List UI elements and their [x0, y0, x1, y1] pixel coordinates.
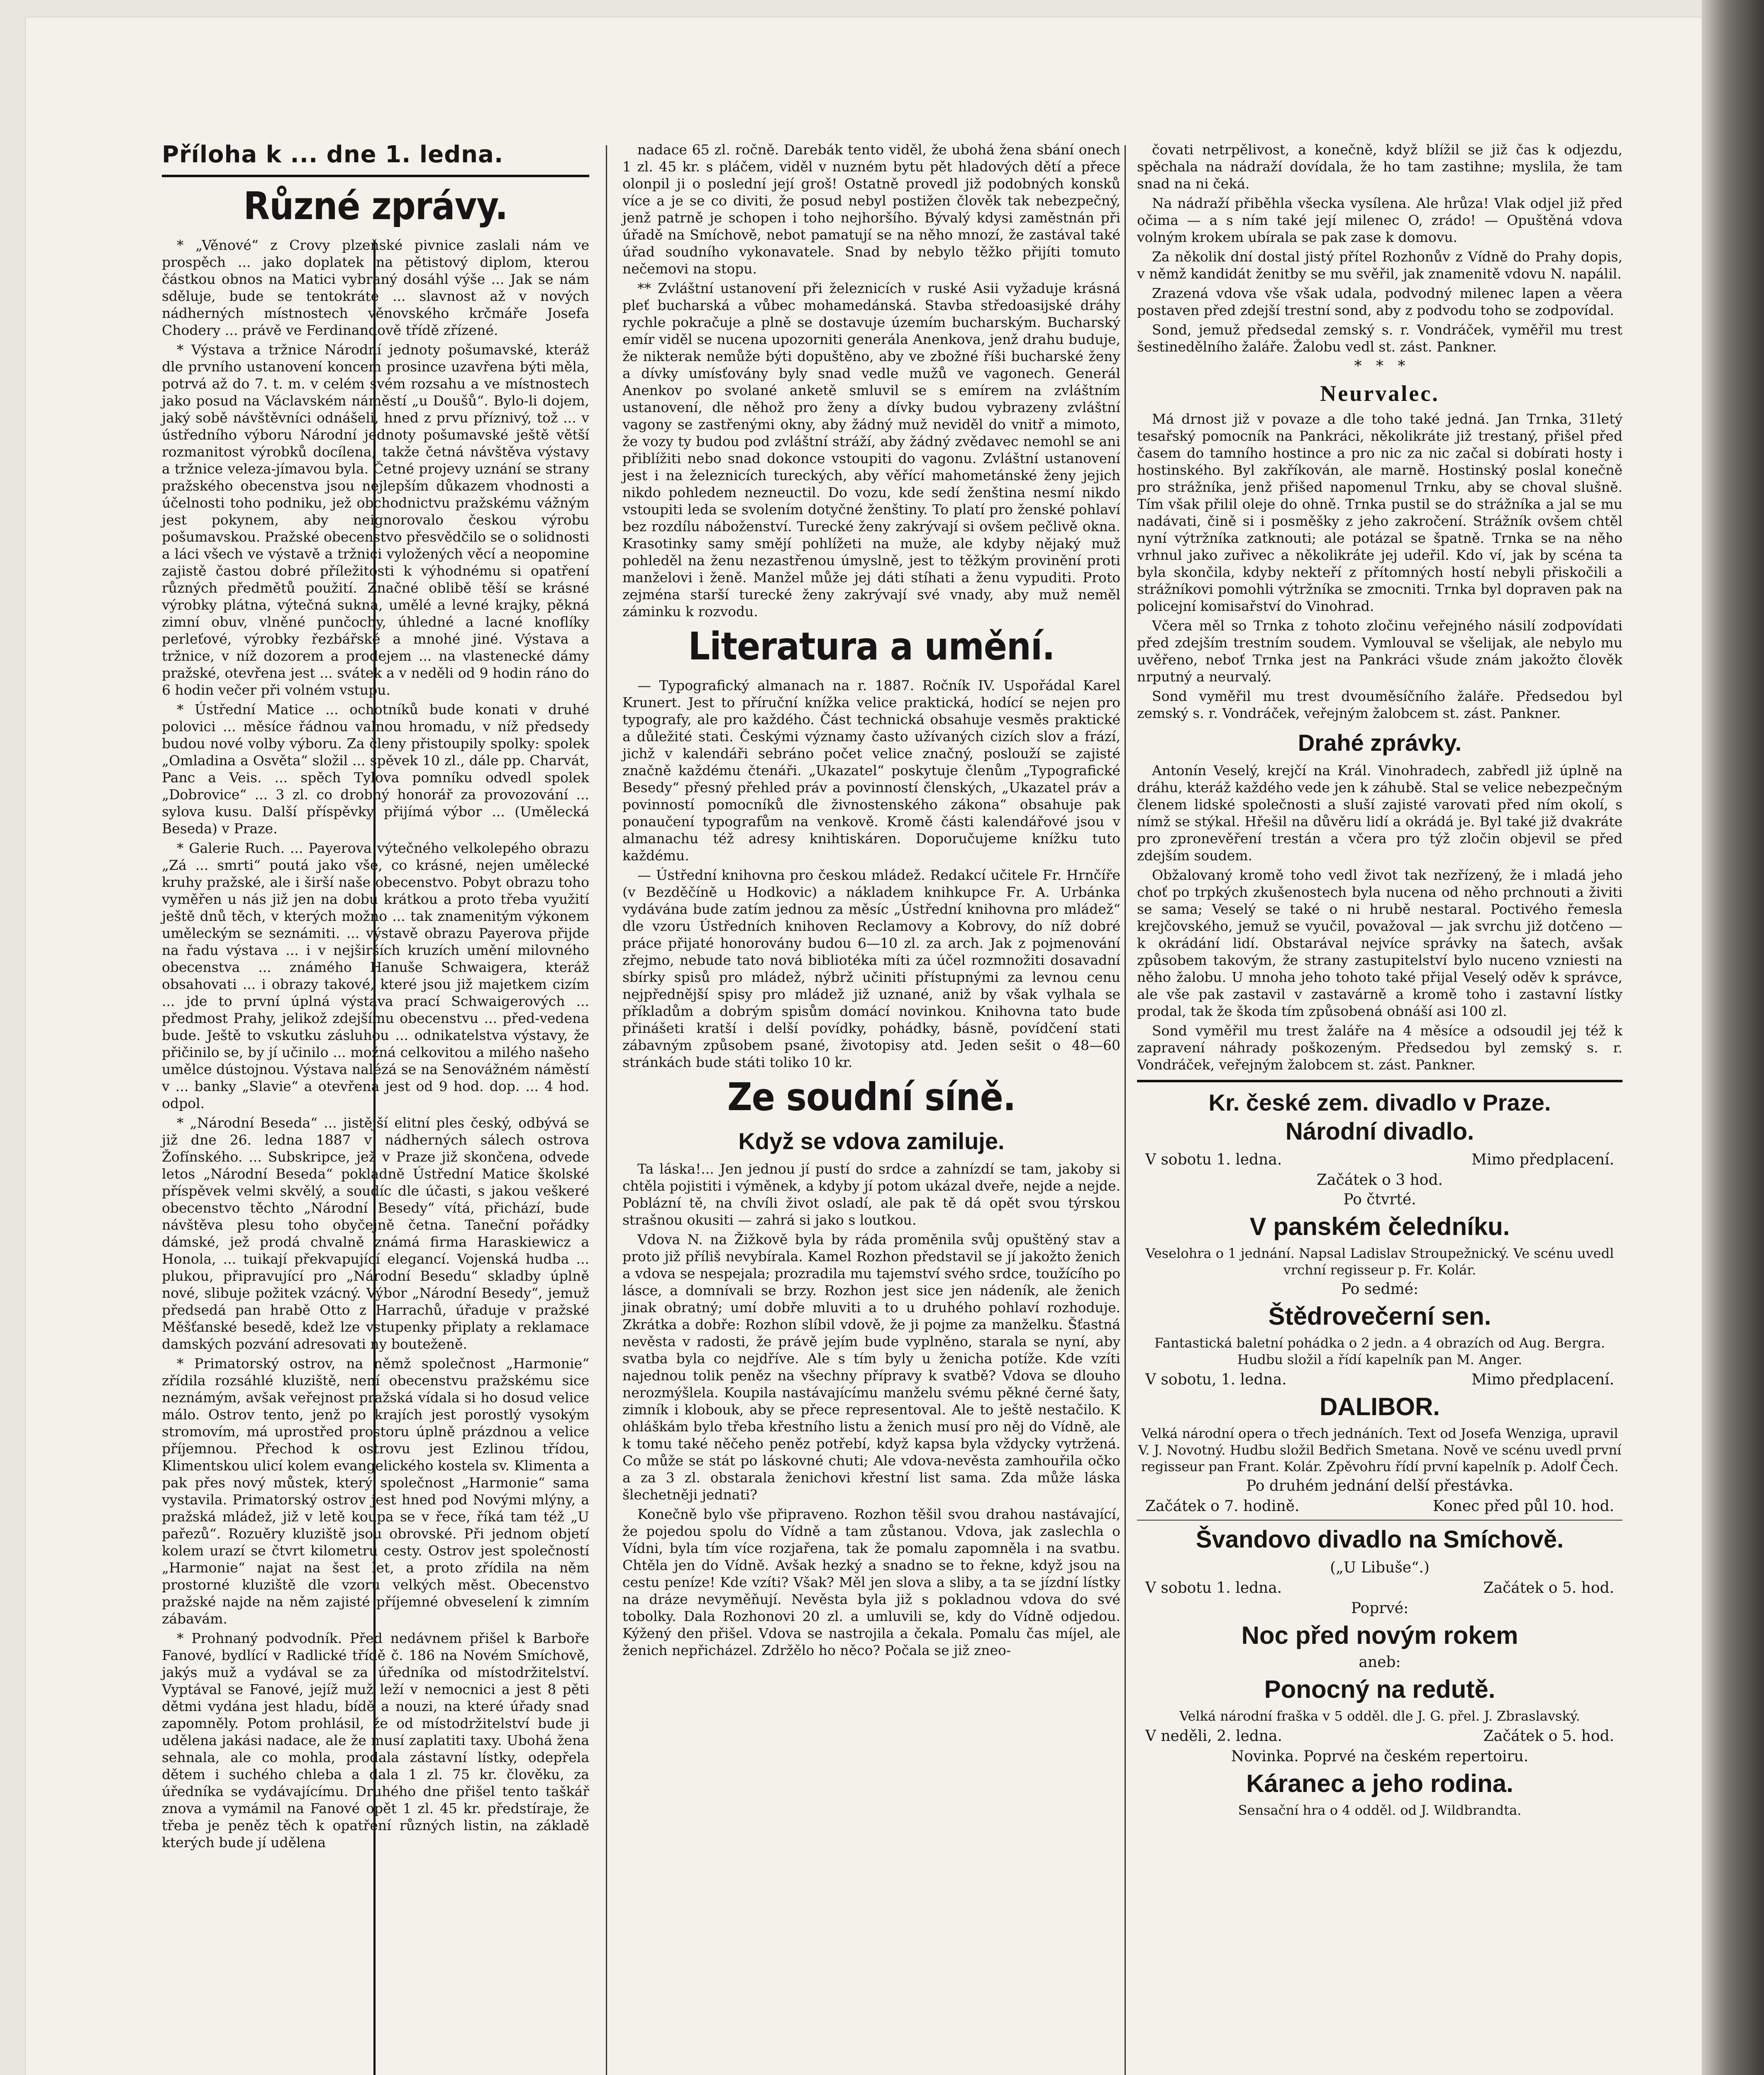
- play-title: Štědrovečerní sen.: [1268, 1302, 1491, 1330]
- article-paragraph: Ta láska!... Jen jednou jí pustí do srdce a zahnízdí se tam, jakoby si chtěla pojistiti i výměnek, a kdyby jí potom ukázal dveře, nejde a nejde. Poblázní tě, na chvíli život osladí, ale pak tě dá opět svou týrskou strašnou okusiti — zahrá si jako s loutkou.: [622, 1161, 1120, 1228]
- column-2: [622, 141, 1120, 1661]
- article-paragraph: Sond vyměřil mu trest žaláře na 4 měsíce a odsoudil jej též k zapravení náhrady poškozeným. Předsedou byl zemský s. r. Vondráček, veřejným žalobcem st. zást. Pankner.: [1137, 1023, 1622, 1073]
- section-title: Ze soudní síně.: [727, 1075, 1016, 1119]
- article-paragraph: * „Věnové“ z Crovy plzeňské pivnice zaslali nám ve prospěch ... jako doplatek na pětistový diplom, kterou částkou obnos na Matici vybraný dosáhl výše ... Jak se nám sděluje, bude se tentokráte ... slavnost až v nových nádherných místnostech věnovského krčmáře Josefa Chodery ... právě ve Ferdinandově třídě zřízené.: [162, 237, 589, 338]
- article-paragraph: — Typografický almanach na r. 1887. Ročník IV. Uspořádal Karel Krunert. Jest to příruční knížka velice praktická, hodící se nejen pro typografy, ale pro každého. Část technická obsahuje vesměs praktické a důležité stati. Českými významy často užívaných cizích slov a frází, jichž v kalendáři sebráno počet velice značný, poslouží se zajisté značně každému čtenáři. „Ukazatel“ poskytuje členům „Typografické Besedy“ přesný přehled práv a povinností členských, „Ukazatel práv a povinností pomocníků dle živnostenského zákona“ obsahuje pak ponaučení typografům na venkově. Kromě části kalendářové jsou v almanachu též adresy knihtiskáren. Doporučujeme knížku tuto každému.: [622, 677, 1120, 864]
- play-description: Sensační hra o 4 odděl. od J. Wildbrandta.: [1238, 1802, 1522, 1818]
- article-paragraph: ** Zvláštní ustanovení při železnicích v ruské Asii vyžaduje krásná pleť bucharská a vůbec mohamedánská. Stavba středoasijské dráhy rychle pokračuje a plně se dostavuje územím bucharským. Bucharský emír viděl se nucena upozorniti generála Anenkova, jenž drahu buduje, že nikterak nemůže býti dopuštěno, aby ve zbožné říši bucharské ženy a dívky umísťovány byly snad vedle mužů ve vagonech. Generál Anenkov po svolané anketě smluvil se s emírem na zvláštním ustanovení, dle něhož pro ženy a dívky budou vybrazeny zvláštní vagony se zastřenými okny, aby žádný muž neviděl do vnitř a mimoto, že vozy ty budou pod zvláštní stráží, aby žádný zvědavec nemohl se ani přiblížiti nebo snad dokonce vstoupiti do vagonu. Zvláštní ustanovení jest i na železnicích tureckých, aby věřící mahometánské ženy jejich nikdo pohledem nezneuctil. Do vozu, kde sedí ženština nesmí nikdo vstoupiti leda se svolením dotyčné ženštiny. To platí pro ženské pohlaví bez rozdílu náboženství. Turecké ženy zakrývají si ovšem pečlivě okna. Krasotinky samy smějí pohlížeti na muže, ale kdyby nějaký muž pohleděl na ženu nezastřenou úmyslně, jest to těžkým provinění proti manželovi i ženě. Manžel může jej dáti stíhati a ženu vypuditi. Proto zejména starší turecké ženy zakrývají své vnady, aby muž neměl záminku k rozvodu.: [622, 280, 1120, 620]
- article-paragraph: Má drnost již v povaze a dle toho také jedná. Jan Trnka, 31letý tesařský pomocník na Pankráci, několikráte již trestaný, přišel před časem do tamního hostince a pro nic za nic začal si dobírati hosty i hostinského. Byl zakříkován, ale marně. Hostinský poslal konečně pro strážníka, jenž přišed napomenul Trnku, aby se choval slušně. Tím však přilil oleje do ohně. Trnka pustil se do strážníka a jal se mu nadávati, čině si i posměšky z jeho zakročení. Strážník ovšem chtěl nyní výtržníka zatknouti; ale potázal se špatně. Trnka se na něho vrhnul jako zuřivec a několikráte jej udeřil. Kdo ví, jak by scéna ta byla skončila, kdyby nekteří z přítomných hostí nebyli přiskočili a strážníkovi pomohli výtržníka se zmocniti. Trnka byl dopraven pak na policejní komisařství do Vinohrad.: [1137, 411, 1622, 614]
- theatre-header: Švandovo divadlo na Smíchově.: [1196, 1526, 1564, 1553]
- theatre-subheader: Národní divadlo.: [1285, 1118, 1474, 1145]
- article-paragraph: Obžalovaný kromě toho vedl život tak nezřízený, že i mladá jeho choť po trpkých zkušenostech byla nucena od něho prchnouti a živiti se sama; Veselý se také o ni hrubě nestaral. Poctivého řemesla krejčovského, jemuž se vyučil, považoval — jak svrchu již dotčeno — k okrádání lidí. Obstarával nejvíce správky na šatech, avšak způsobem takovým, že strany zastupitelství bylo nuceno vzniesti na něho žalobu. U mnoha jeho tohoto také přijal Veselý oděv k správce, ale vše pak zastavil v zastavárně a kromě toho i zastavní lístky prodal, tak že škoda tím způsobená obnáší asi 100 zl.: [1137, 867, 1622, 1019]
- end-time: Konec před půl 10. hod.: [1433, 1498, 1614, 1515]
- article-paragraph: Na nádraží přiběhla všecka vysílena. Ale hrůza! Vlak odjel již před očima — a s ním také její milenec O, zrádo! — Opuštěná vdova volným krokem ubírala se pak zase k domovu.: [1137, 195, 1622, 245]
- play-description: Fantastická baletní pohádka o 2 jedn. a 4 obrazích od Aug. Bergra. Hudbu složil a řídí kapelník pan M. Anger.: [1154, 1335, 1605, 1367]
- start-time: Začátek o 7. hodině.: [1145, 1498, 1300, 1515]
- alt-title-label: aneb:: [1359, 1654, 1401, 1671]
- newspaper-page: [25, 17, 1743, 2075]
- start-time: Začátek o 3 hod.: [1317, 1172, 1443, 1189]
- play-title: Ponocný na redutě.: [1264, 1675, 1496, 1703]
- program-date: V sobotu, 1. ledna.: [1145, 1371, 1287, 1388]
- article-paragraph: Sond, jemuž předsedal zemský s. r. Vondráček, vyměřil mu trest šestinedělního žaláře. Žalobu vedl st. zást. Pankner.: [1137, 322, 1622, 355]
- play-description: Velká národní fraška v 5 odděl. dle J. G. přel. J. Zbraslavský.: [1179, 1708, 1580, 1724]
- program-row: [1137, 1728, 1622, 1745]
- program-date: V sobotu 1. ledna.: [1145, 1151, 1282, 1168]
- program-row: [1137, 1498, 1622, 1515]
- separator-stars: * * *: [1354, 358, 1405, 375]
- divider: [1137, 1080, 1622, 1082]
- article-paragraph: * Galerie Ruch. ... Payerova výtečného velkolepého obrazu „Zá ... smrti“ poutá jako vše, co krásné, nejen umělecké kruhy pražské, ale i širší naše obecenstvo. Pobyt obrazu toho vyměřen u nás již jen na dobu krátkou a proto třeba využití ještě dnů těch, v kterých možno ... tak znamenitým výkonem uměleckým se seznámiti. ... výstavě obrazu Payerova přijde na řadu výstava ... i v nejširších kruzích umění milovného obecenstva ... známého Hanuše Schwaigera, kteráž obsahovati ... i obrazy takové, které jsou již majetkem cizím ... jde to první úplná výstava prací Schwaigerových ... předmost Prahy, jelikož zdejšímu obecenstvu ... před-vedena bude. Ještě to vskutku zásluhou ... odnikatelstva výstavy, že přičinilo se, by jí učinilo ... možná celkovitou a milého našeho umělce dústojnou. Výstava nalézá se na Senovážném náměstí v ... banky „Slavie“ a otevřena jest od 9 hod. dop. ... 4 hod. odpol.: [162, 840, 589, 1111]
- novelty-note: Novinka. Poprvé na českém repertoiru.: [1231, 1748, 1529, 1765]
- section-title: Různé zprávy.: [243, 184, 508, 228]
- program-note: Mimo předplacení.: [1471, 1151, 1614, 1168]
- scan-edge: [1702, 0, 1764, 2075]
- performance-count: Poprvé:: [1351, 1600, 1409, 1617]
- play-description: Velká národní opera o třech jednáních. Text od Josefa Wenziga, upravil V. J. Novotný. Hudbu složil Bedřich Smetana. Nově ve scénu uvedl první regisseur pan Frant. Kolár. Zpěvohru řídí první kapelník p. Adolf Čech.: [1138, 1426, 1622, 1474]
- article-paragraph: Antonín Veselý, krejčí na Král. Vinohradech, zabředl již úplně na dráhu, kteráž každého vede jen k záhubě. Stal se velice nebezpečným členem lidské společnosti a sluší zajisté varovati před ním okolí, s nímž se stýkal. Hřešil na důvěru lidí a okrádá je. Byl také již dvakráte pro zpronevěření trestán a včera pro týž zločin objevil se před zdejším soudem.: [1137, 762, 1622, 864]
- theatre-subheader: („U Libuše“.): [1330, 1559, 1430, 1576]
- play-title: DALIBOR.: [1320, 1393, 1440, 1421]
- divider: [162, 175, 589, 177]
- program-date: V sobotu 1. ledna.: [1145, 1579, 1282, 1597]
- column-1: [162, 141, 589, 1853]
- article-paragraph: Vdova N. na Žižkově byla by ráda proměnila svůj opuštěný stav a proto již příliš nevybírala. Kamel Rozhon představil se jí jakožto ženich a vdova se nespejala; prozradila mu tajemství svého srdce, toužícího po lásce, a domnívali se brzy. Rozhon jest sice jen nádeník, ale ženich jinak obratný; umí dobře mluviti a to u druhého pohlaví rozhoduje. Zkrátka a dobře: Rozhon slíbil vdově, že ji pojme za manželku. Šťastná nevěsta v radosti, že právě jejím bude vyplněno, starala se nyní, aby svatba byla co nejdříve. Ale s tím byly u ženicha potíže. Kde vzíti najednou tolik peněz na všechny přípravy k svatbě? Vdova se dlouho nerozmýšlela. Koupila nastávajícímu manželu svému pěkné černé šaty, zimník i klobouk, aby se přece representoval. Ale to ještě nestačilo. K ohláškám bylo třeba křestního listu a ženich musí pro něj do Vídně, ale k tomu také něčeho peněz potřebí, když kapsa byla vždycky vytržená. Co může se stát po láskovné chuti; Ale vdova-nevěsta zamhouřila očko a za 3 zl. obstarala ženichovi křestní list sama. Zda může láska šlechetněji jednati?: [622, 1231, 1120, 1503]
- program-note: Mimo předplacení.: [1471, 1371, 1614, 1388]
- article-paragraph: * Primatorský ostrov, na němž společnost „Harmonie“ zřídila rozsáhlé kluziště, není obecenstvu pražskému sice neznámým, avšak veřejnost pražská vídala si ho dosud velice málo. Ostrov tento, jenž po krajích jest porostlý vysokým stromovím, má uprostřed prostoru úplně prázdnou a velice příjemnou. Přechod k ostrovu jest Ezlinou třídou, Klimentskou ulicí kolem evangelického kostela sv. Klimenta a pak přes nový můstek, který společnost „Harmonie“ sama vystavila. Primatorský ostrov jest hned pod Novými mlýny, a pražská mládež, již v letě koupa se v řece, říká tam též „U pařezů“. Rozuěry kluziště jsou obrovské. Při jednom objetí kolem urazí se čtvrt kilometru cesty. Ostrov jest společností „Harmonie“ najat na šest let, a proto zřídila na něm prostorné kluziště dle vzoru velkých měst. Obecenstvo pražské najde na něm zajisté příjemné obveselení k zimním zábavám.: [162, 1355, 589, 1627]
- article-paragraph: nadace 65 zl. ročně. Darebák tento viděl, že ubohá žena sbání onech 1 zl. 45 kr. s pláčem, viděl v nuzném bytu pět hladových dětí a přece olonpil ji o poslední její groš! Ostatně provedl již podobných konsků více a je se co diviti, že posud nebyl postižen člověk tak nebezpečný, jenž patrně je schopen i toho nejhoršího. Bývalý kdysi zaměstnán při úřadě na Smíchově, nebot pamatují se na něho mnozí, že zastával také úřad soudního vykonavatele. Snad by nebylo těžko přijíti tomuto nečemovi na stopu.: [622, 142, 1120, 277]
- article-paragraph: * Prohnaný podvodník. Před nedávnem přišel k Barboře Fanové, bydlící v Radlické třídě č. 186 na Novém Smíchově, jakýs muž a vydával se za úředníka od místodržitelství. Vyptával se Fanové, jejíž muž leží v nemocnici a jest 8 pěti dětmi vydána jest hladu, bídě a nouzi, na které úřady snad zapomněly. Potom prohlásil, že od místodržitelství bude ji udělena jakási nadace, ale že musí zaplatiti taxy. Ubohá žena sehnala, ale co mohla, prodala zástavní lístky, odepřela dětem i suchého chleba a dala 1 zl. 75 kr. člověku, za úředníka se vydávajícímu. Druhého dne přišel tento taškář znova a vymámil na Fanové opět 1 zl. 45 kr. předstíraje, že třeba je peněz těch k opatření různých listin, na základě kterých bude jí udělena: [162, 1630, 589, 1850]
- article-subtitle: Když se vdova zamiluje.: [738, 1128, 1005, 1154]
- supplement-header: Příloha k ... dne 1. ledna.: [162, 141, 504, 168]
- program-date: V neděli, 2. ledna.: [1145, 1728, 1282, 1745]
- play-title: Noc před novým rokem: [1241, 1621, 1518, 1649]
- intermission-note: Po druhém jednání delší přestávka.: [1246, 1477, 1513, 1494]
- performance-count: Po čtvrté.: [1343, 1191, 1416, 1208]
- article-paragraph: Sond vyměřil mu trest dvouměsíčního žaláře. Předsedou byl zemský s. r. Vondráček, veřejným žalobcem st. zást. Pankner.: [1137, 688, 1622, 721]
- play-title: V panském čeledníku.: [1249, 1213, 1510, 1240]
- article-title: Drahé zprávky.: [1298, 730, 1462, 756]
- start-time: Začátek o 5. hod.: [1483, 1728, 1614, 1745]
- program-row: [1137, 1579, 1622, 1597]
- article-paragraph: Za několik dní dostal jistý přítel Rozhonův z Vídně do Prahy dopis, v němž kandidát ženitby se mu svěřil, jak znamenitě vdovu N. napálil.: [1137, 249, 1622, 282]
- divider: [1137, 1520, 1622, 1521]
- theatre-header: Kr. české zem. divadlo v Praze.: [1208, 1089, 1551, 1116]
- play-description: Veselohra o 1 jednání. Napsal Ladislav Stroupežnický. Ve scénu uvedl vrchní regisseur p. Fr. Kolár.: [1145, 1245, 1614, 1278]
- article-paragraph: * „Národní Beseda“ ... jistější elitní ples český, odbývá se již dne 26. ledna 1887 v nádherných sálech ostrova Žofínského. ... Subskripce, jež v Praze již skončena, odvede letos „Národní Beseda“ pokladně Ústřední Matice školské příspěvek velmi skvělý, a soudíc dle účasti, s jakou veškeré obecenstvo těchto „Národní Besedy“ vítá, přichází, bude návštěva plesu toho obyčejně četna. Taneční pořádky dámské, jež prodá chvalně známá firma Haraskiewicz a Honola, ... tuikají překvapující elegancí. Vojenská hudba ... plukou, připravující pro „Národní Besedu“ skladby úplně nové, slibuje požitek vzácný. Výbor „Národní Besedy“, jemuž předsedá pan hrabě Otto z Harrachů, úřaduje v pražské Měšťanské besedě, kdež lze vstupenky připlaty a reklamace damských pozvání adresovati ny bouteženě.: [162, 1115, 589, 1352]
- article-paragraph: čovati netrpělivost, a konečně, když blížil se již čas k odjezdu, spěchala na nádraží dovídala, že ho tam zastihne; myslila, že tam snad na ni čeká.: [1137, 142, 1622, 192]
- article-paragraph: * Ústřední Matice ... ochotníků bude konati v druhé polovici ... měsíce řádnou valnou hromadu, v níž předsedy budou nové volby výboru. Za členy přistoupily spolky: spolek „Omladina a Osvěta“ složil ... spěvek 10 zl., dále pp. Charvát, Panc a Veis. ... spěch Tylova pomníku odvedl spolek „Dobrovice“ ... 3 zl. co drobný honorář za provozování ... sylova kusu. Další příspěvky přijímá výbor ... (Umělecká Beseda) v Praze.: [162, 701, 589, 837]
- program-row: [1137, 1151, 1622, 1168]
- play-title: Káranec a jeho rodina.: [1246, 1770, 1513, 1797]
- article-paragraph: * Výstava a tržnice Národní jednoty pošumavské, kteráž dle prvního ustanovení koncem prosince uzavřena býti měla, potrvá až do 7. t. m. v celém svém rozsahu a ve místnostech jako posud na Václavském náměstí „u Doušů“. Bylo-li dojem, jaký sobě návštěvníci odnášeli, hned z prvu příznivý, tož ... v ústředního výboru Národní jednoty pošumavské ještě větší rozmanitost výrobků docílena, takže četná návštěva výstavy a tržnice veleza-jímavou byla. Četné projevy uznání se strany pražského obecenstva jsou nejlepším důkazem vhodnosti a účelnosti toho podniku, jež obchodnictvu pražskému vážným jest pokynem, aby neignorovalo českou výrobu pošumavskou. Pražské obecenstvo přesvědčilo se o solidnosti a láci všech ve výstavě a tržnici vyložených věcí a neopomine zajistě častou dobré příležitosti k výhodnému si opatření různých předmětů použití. Značné oblibě těší se krásné výrobky plátna, výtečná sukna, umělé a levné krajky, pěkná zimní obuv, vlněné punčochy, úhledné a lacné knoflíky perleťové, výrobky řezbářské a mnohé jiné. Výstava a tržnice, v níž dozorem a prodejem ... na vlastenecké dámy pražské, otevřena jest ... svátek a v neděli od 9 hodin ráno do 6 hodin večer při volném vstupu.: [162, 342, 589, 698]
- article-paragraph: — Ústřední knihovna pro českou mládež. Redakcí učitele Fr. Hrnčíře (v Bezděčíně u Hodkovic) a nákladem knihkupce Fr. A. Urbánka vydávána bude zatím jednou za měsíc „Ústřední knihovna pro mládež“ dle vzoru Ústředních knihoven Reclamovy a Kobrovy, do níž dobré práce přijaté honorovány budou 6—10 zl. za arch. Jak z pojmenování zřejmo, nebude tato nová bibliotéka míti za účel rozmnožiti dosavadní sbírky spisů pro mládež, nýbrž učiniti přístupnými za levnou cenu nejpřednější spisy pro mládež již uznané, aniž by však vylhala se příkladům a dobrým spisům domácí novinkou. Knihovna tato bude přinášeti kratší i delší povídky, pohádky, básně, povídčení stati zábavným způsobem psané, životopisy atd. Jeden sešit o 48—60 stránkách bude státi toliko 10 kr.: [622, 867, 1120, 1070]
- article-paragraph: Včera měl so Trnka z tohoto zločinu veřejného násilí zodpovídati před zdejším trestním soudem. Vymlouval se všelijak, ale nebylo mu uvěřeno, neboť Trnka jest na Pankráci všude znám jakožto člověk nrputný a neurvalý.: [1137, 618, 1622, 685]
- start-time: Začátek o 5. hod.: [1483, 1579, 1614, 1597]
- column-3: [1137, 141, 1622, 1819]
- program-row: [1137, 1371, 1622, 1388]
- article-paragraph: Konečně bylo vše připraveno. Rozhon těšil svou drahou nastávající, že pojedou spolu do Vídně a tam zůstanou. Vdova, jak zaslechla o Vídni, byla tím více rozjařena, tak že pomalu zapomněla i na svatbu. Chtěla jen do Vídně. Avšak hezký a snadno se to řekne, když jsou na cestu peníze! Kde vzíti? Však? Měl jen slova a sliby, a ta se jízdní lístky na dráze nevyměňují. Nevěsta byla již s pokladnou vdova do své tobolky. Dala Rozhonovi 20 zl. a umluvili se, kdy do Vídně odjedou. Kýžený den přišel. Vdova se nastrojila a čekala. Pomalu čas míjel, ale ženich nepřicházel. Zdržělo ho něco? Počala se již zneo-: [622, 1506, 1120, 1658]
- article-paragraph: Zrazená vdova vše však udala, podvodný milenec lapen a věera postaven před zdejší trestní sond, aby z podvodu toho se zodpovídal.: [1137, 285, 1622, 318]
- section-title: Literatura a umění.: [688, 624, 1055, 669]
- column-rule: [1125, 145, 1126, 2075]
- performance-count: Po sedmé:: [1341, 1281, 1419, 1298]
- column-rule: [606, 145, 607, 2075]
- article-title: Neurvalec.: [1320, 381, 1440, 406]
